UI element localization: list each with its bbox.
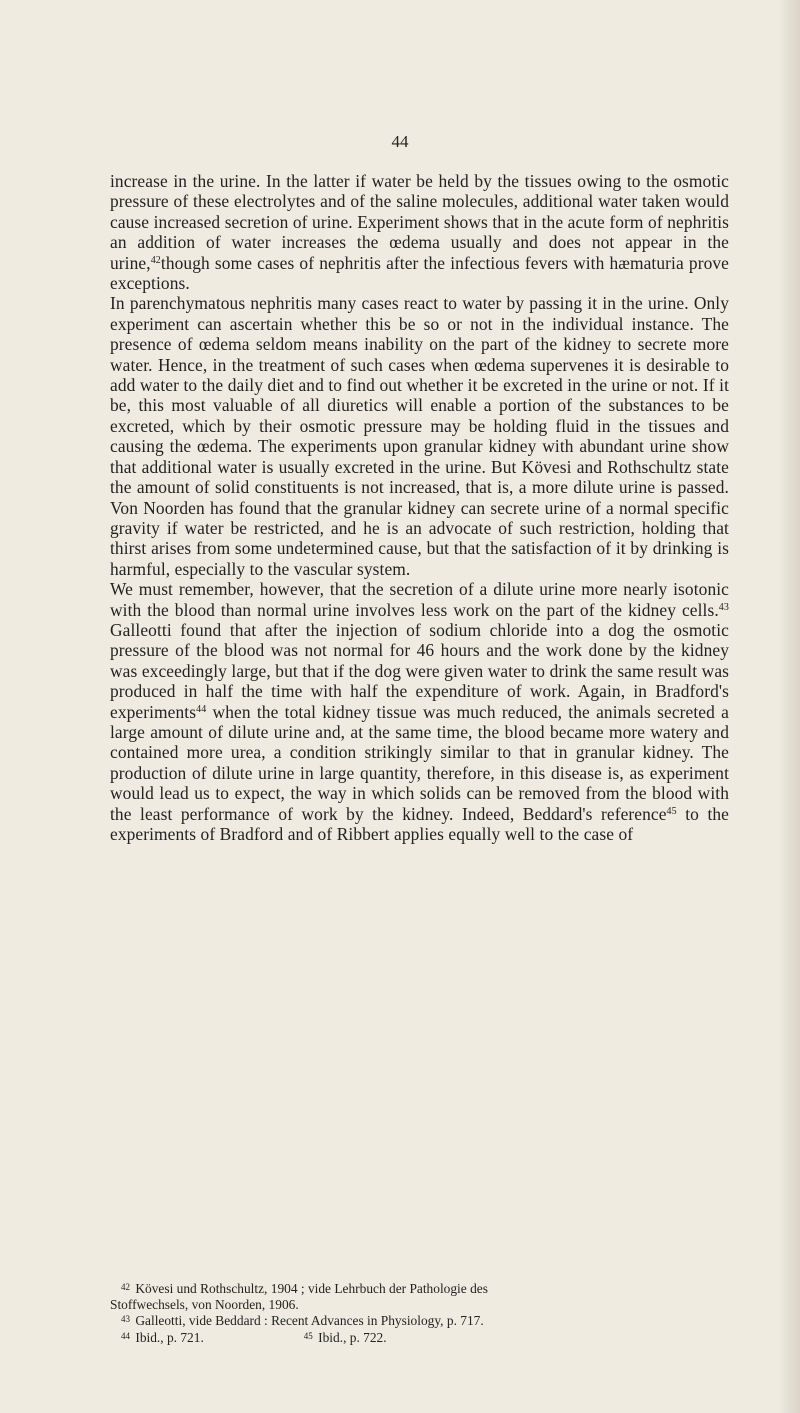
footnote-45-text: Ibid., p. 722. (318, 1329, 387, 1345)
paragraph-1-part-1: increase in the urine. In the latter if water be held by the tissues owing to the osmotic pressure of these electrolytes and of the saline molecules, additional water taken would cause increased secretion of urine. Experiment shows that in the acute form of nephritis an addition of water increases the œdema usually and does not appear in the urine, (110, 171, 729, 273)
paragraph-2 (110, 293, 729, 579)
footnote-mark-44: 44 (121, 1330, 130, 1341)
footnote-ref-45: 45 (666, 805, 677, 817)
footnote-42-continued (110, 1297, 730, 1313)
page-number: 44 (391, 132, 409, 151)
footnote-42 (110, 1280, 730, 1297)
footnote-42-continued-text: Stoffwechsels, von Noorden, 1906. (110, 1296, 299, 1312)
paragraph-3 (110, 579, 729, 844)
paragraph-1 (110, 171, 729, 293)
footnote-ref-43: 43 (718, 601, 729, 613)
footnote-43-text: Galleotti, vide Beddard : Recent Advances in Physiology, p. 717. (135, 1313, 484, 1328)
paragraph-3-part-1: We must remember, however, that the secretion of a dilute urine more nearly isotonic with the blood than normal urine involves less work on the part of the kidney cells. (110, 579, 729, 620)
body-text (110, 171, 729, 844)
paragraph-1-part-2: though some cases of nephritis after the infectious fevers with hæmaturia prove exceptions. (110, 252, 729, 294)
footnote-42-text: Kövesi und Rothschultz, 1904 ; vide Lehrbuch der Pathologie des (135, 1281, 488, 1296)
footnote-mark-45: 45 (303, 1330, 313, 1341)
footnote-43 (110, 1312, 730, 1329)
paragraph-3-part-2: Galleotti found that after the injection of sodium chloride into a dog the osmotic pressure of the blood was not normal for 46 hours and the work done by the kidney was exceedingly large, but that if the dog were given water to drink the same result was produced in half the time with half the expenditure of work. Again, in Bradford's experiments (110, 619, 729, 722)
footnote-ref-42: 42 (150, 254, 161, 266)
footnote-44-45 (110, 1329, 730, 1346)
paragraph-2-part-1: In parenchymatous nephritis many cases react to water by passing it in the urine. Only experiment can ascertain whether this be so or not in the individual instance. The presence of œdema seldom means inability on the part of the kidney to secrete more water. Hence, in the treatment of such cases when œdema supervenes it is desirable to add water to the daily diet and to find out whether it be excreted in the urine or not. If it be, this most valuable of all diuretics will enable a portion of the substances to be excreted, which by their osmotic pressure may be holding fluid in the tissues and causing the œdema. The experiments upon granular kidney with abundant urine show that additional water is usually excreted in the urine. But Kövesi and Rothschultz state the amount of solid constituents is not increased, that is, a more dilute urine is passed. Von Noorden has found that the granular kidney can secrete urine of a normal specific gravity if water be restricted, and he is an advocate of such restriction, holding that thirst arises from some undetermined cause, but that the satisfaction of it by drinking is harmful, especially to the vascular system. (110, 293, 729, 579)
paragraph-3-part-3: when the total kidney tissue was much reduced, the animals secreted a large amount of dilute urine and, at the same time, the blood became more watery and contained more urea, a condition strikingly similar to that in granular kidney. The production of dilute urine in large quantity, therefore, in this disease is, as experiment would lead us to expect, the way in which solids can be removed from the blood with the least performance of work by the kidney. Indeed, Beddard's reference (110, 701, 729, 824)
footnote-ref-44: 44 (196, 703, 207, 715)
paragraph-3-part-4: to the experiments of Bradford and of Ribbert applies equally well to the case of (110, 803, 729, 844)
footnote-44-text: Ibid., p. 721. (135, 1329, 204, 1345)
footnote-mark-42: 42 (121, 1282, 130, 1292)
page-edge-shadow (778, 0, 800, 1413)
footnotes (110, 1280, 730, 1345)
footnote-mark-43: 43 (121, 1314, 130, 1324)
